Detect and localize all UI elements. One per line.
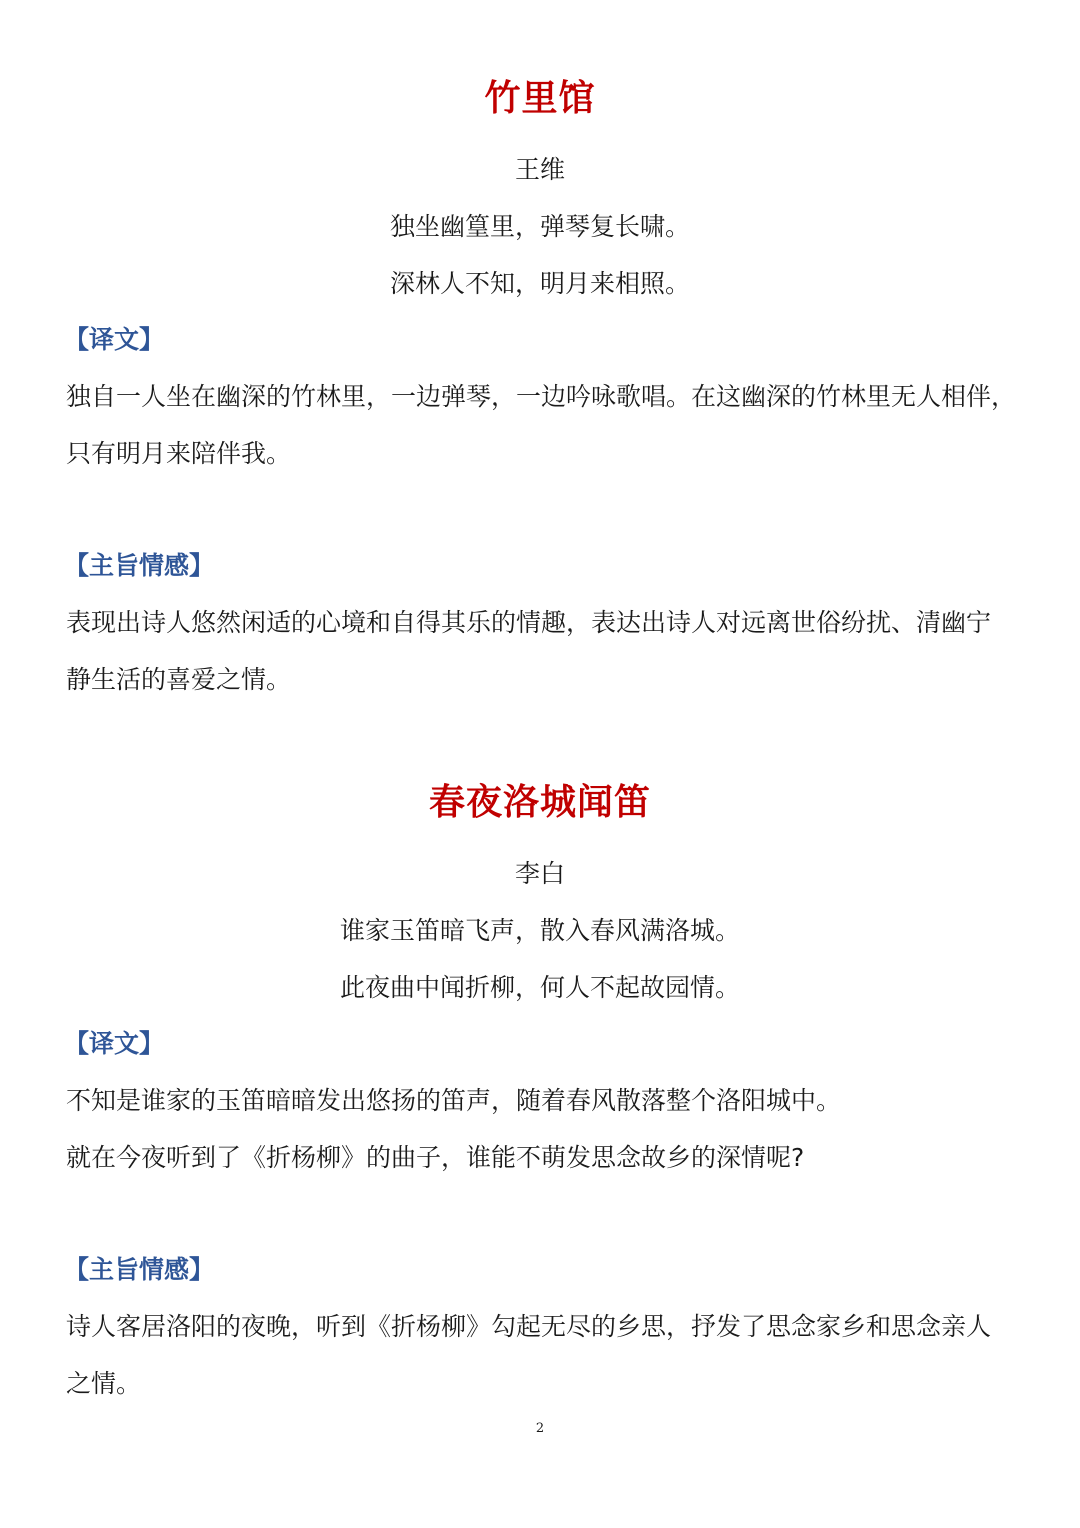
- poem-author: 李白: [514, 859, 565, 888]
- poem-line: 独坐幽篁里，弹琴复长啸。: [389, 212, 690, 241]
- theme-text: 静生活的喜爱之情。: [66, 665, 292, 694]
- theme-heading: 【主旨情感】: [64, 551, 215, 580]
- theme-heading: 【主旨情感】: [64, 1255, 215, 1284]
- poem-line: 深林人不知，明月来相照。: [389, 269, 690, 298]
- poem-line: 此夜曲中闻折柳，何人不起故园情。: [339, 973, 740, 1002]
- theme-text: 之情。: [66, 1369, 142, 1398]
- translation-heading: 【译文】: [64, 325, 165, 354]
- theme-text: 表现出诗人悠然闲适的心境和自得其乐的情趣，表达出诗人对远离世俗纷扰、清幽宁: [66, 608, 992, 637]
- poem-line: 谁家玉笛暗飞声，散入春风满洛城。: [339, 916, 740, 945]
- theme-text: 诗人客居洛阳的夜晚，听到《折杨柳》勾起无尽的乡思，抒发了思念家乡和思念亲人: [66, 1312, 992, 1341]
- poem-title: 竹里馆: [484, 78, 596, 119]
- poem-author: 王维: [514, 155, 565, 184]
- poem-title: 春夜洛城闻笛: [428, 782, 651, 823]
- translation-text: 就在今夜听到了《折杨柳》的曲子，谁能不萌发思念故乡的深情呢?: [66, 1143, 805, 1172]
- translation-text: 不知是谁家的玉笛暗暗发出悠扬的笛声，随着春风散落整个洛阳城中。: [66, 1086, 842, 1115]
- page-number: 2: [535, 1421, 545, 1436]
- translation-text: 只有明月来陪伴我。: [66, 439, 292, 468]
- translation-text: 独自一人坐在幽深的竹林里，一边弹琴，一边吟咏歌唱。在这幽深的竹林里无人相伴，: [66, 382, 1017, 411]
- translation-heading: 【译文】: [64, 1029, 165, 1058]
